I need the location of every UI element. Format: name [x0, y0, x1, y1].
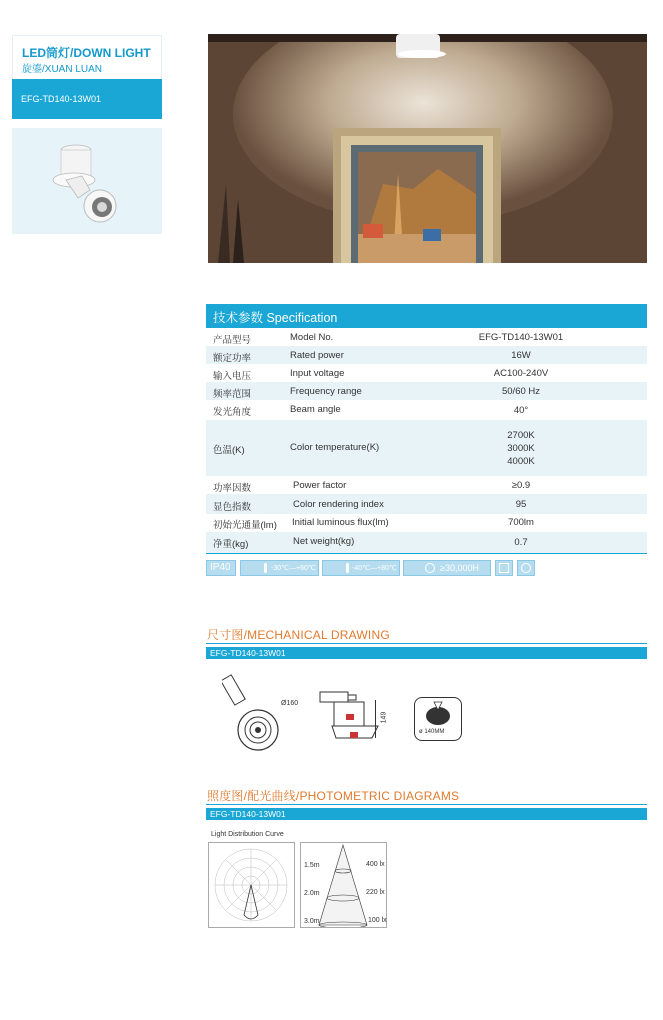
lifetime-badge	[403, 560, 491, 576]
mechanical-divider	[206, 643, 647, 644]
model-band	[12, 79, 162, 119]
top-view-drawing	[222, 668, 302, 753]
illuminance-diagram	[300, 842, 387, 928]
spec-value: 700lm	[508, 517, 534, 528]
spec-row	[206, 346, 647, 364]
product-subtitle: 旋鎏/XUAN LUAN	[22, 64, 103, 75]
spec-row	[206, 420, 647, 476]
spec-cn-label: 功率因数	[213, 483, 252, 494]
product-title: LED筒灯/DOWN LIGHT	[22, 46, 151, 60]
photometric-title: 照度图/配光曲线/PHOTOMETRIC DIAGRAMS	[207, 789, 460, 803]
certification-icon	[495, 560, 513, 576]
lux-label: 400 lx	[366, 861, 385, 868]
cutout-label: ø 140MM	[419, 729, 445, 735]
spec-cn-label: 净重(kg)	[213, 539, 249, 550]
spec-value: 40°	[513, 405, 529, 416]
lifetime-text: ≥30,000H	[440, 563, 479, 573]
spec-cn-label: 输入电压	[213, 371, 252, 382]
mechanical-title: 尺寸图/MECHANICAL DRAWING	[207, 628, 390, 642]
storage-temp-badge	[322, 560, 400, 576]
spec-value: EFG-TD140-13W01	[478, 332, 564, 343]
distance-label: 1.5m	[304, 862, 320, 869]
spec-value: 95	[515, 499, 527, 510]
lux-label: 100 lx	[368, 917, 387, 924]
spec-cn-label: 额定功率	[213, 353, 252, 364]
spec-en-label: Rated power	[290, 350, 344, 361]
spec-value: AC100-240V	[493, 368, 549, 379]
spec-value: ≥0.9	[511, 480, 531, 491]
spec-value: 4000K	[507, 456, 535, 467]
spec-row	[206, 328, 647, 346]
photometric-divider	[206, 804, 647, 805]
spec-en-label: Model No.	[290, 332, 334, 343]
spec-en-label: Initial luminous flux(lm)	[292, 517, 389, 528]
mechanical-model: EFG-TD140-13W01	[210, 648, 286, 658]
spec-value: 50/60 Hz	[501, 386, 541, 397]
thermometer-icon	[346, 563, 349, 573]
spec-row	[206, 514, 647, 532]
spec-row	[206, 382, 647, 400]
spec-row	[206, 364, 647, 382]
diameter-label: Ø160	[281, 700, 299, 707]
spec-en-label: Input voltage	[290, 368, 345, 379]
spec-en-label: Net weight(kg)	[293, 536, 355, 547]
ip-rating-text: IP40	[210, 562, 231, 573]
storage-temp-text: -40℃—+80℃	[352, 565, 397, 572]
ip-rating-badge	[206, 560, 236, 576]
spec-title: 技术参数 Specification	[213, 311, 338, 325]
spec-divider	[206, 553, 647, 554]
spec-cn-label: 频率范围	[213, 389, 252, 400]
spec-cn-label: 产品型号	[213, 335, 252, 346]
spec-header	[206, 304, 647, 328]
lux-label: 220 lx	[366, 889, 385, 896]
spec-cn-label: 初始光通量(lm)	[213, 520, 277, 531]
spec-row	[206, 494, 647, 514]
certification-icon	[517, 560, 535, 576]
spec-en-label: Beam angle	[290, 404, 341, 415]
spec-value: 3000K	[507, 443, 535, 454]
product-photo	[12, 128, 162, 234]
photometric-model-band	[206, 808, 647, 820]
cutout-drawing	[414, 697, 462, 741]
distance-label: 3.0m	[304, 918, 320, 925]
photometric-model: EFG-TD140-13W01	[210, 809, 286, 819]
polar-diagram	[208, 842, 295, 928]
operating-temp-badge	[240, 560, 319, 576]
spec-cn-label: 显色指数	[213, 502, 252, 513]
clock-icon	[425, 563, 435, 573]
model-number: EFG-TD140-13W01	[21, 94, 102, 104]
height-label: 149	[380, 711, 388, 724]
distance-label: 2.0m	[304, 890, 320, 897]
mechanical-model-band	[206, 647, 647, 659]
spec-value: 16W	[511, 350, 531, 361]
height-dimension-line	[375, 700, 376, 738]
spec-row	[206, 476, 647, 494]
hero-photo	[208, 34, 647, 263]
spec-value: 0.7	[514, 537, 528, 548]
spec-value: 2700K	[507, 430, 535, 441]
spec-en-label: Frequency range	[290, 386, 362, 397]
operating-temp-text: -30℃—+60℃	[271, 565, 316, 572]
distribution-curve-label: Light Distribution Curve	[211, 831, 284, 838]
thermometer-icon	[264, 563, 267, 573]
spec-row	[206, 532, 647, 553]
spec-en-label: Color rendering index	[293, 499, 384, 510]
spec-cn-label: 色温(K)	[213, 445, 245, 456]
spec-cn-label: 发光角度	[213, 407, 252, 418]
product-title-box	[12, 35, 162, 79]
spec-row	[206, 400, 647, 420]
spec-en-label: Power factor	[293, 480, 347, 491]
spec-en-label: Color temperature(K)	[290, 442, 380, 453]
